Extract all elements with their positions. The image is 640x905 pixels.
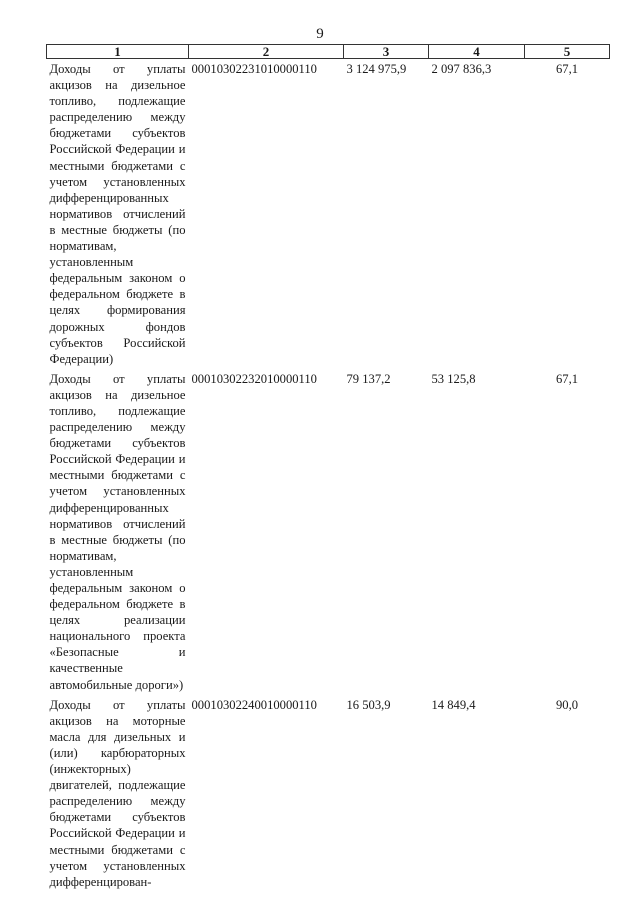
- cell-plan: 16 503,9: [346, 697, 391, 712]
- column-header-3: 3: [344, 45, 429, 59]
- cell-percent: 90,0: [555, 697, 579, 712]
- table-header-row: [47, 45, 610, 59]
- column-header-4: 4: [429, 45, 525, 59]
- cell-actual: 14 849,4: [431, 697, 476, 712]
- table-row: [47, 693, 610, 890]
- cell-actual: 53 125,8: [431, 371, 476, 386]
- cell-description: Доходы от уплаты акцизов на дизельное топливо, подлежащие распределению между бюджетами субъектов Российской Федерации и местными бюджетами с учетом установленных дифференцированных нормативов отчислений в местные бюджеты (по нормативам, установленным федеральным законом о федеральном бюджете в целях формирования дорожных фондов субъектов Российской Федерации): [49, 62, 186, 366]
- column-header-1: 1: [47, 45, 189, 59]
- cell-actual: 2 097 836,3: [431, 62, 492, 76]
- cell-code: 00010302240010000110: [191, 697, 317, 712]
- column-header-2: 2: [189, 45, 344, 59]
- cell-description: Доходы от уплаты акцизов на дизельное топливо, подлежащие распределению между бюджетами субъектов Российской Федерации и местными бюджетами с учетом установленных дифференцированных нормативов отчислений в местные бюджеты (по нормативам, установленным федеральным законом о федеральном бюджете в целях реализации национального проекта «Безопасные и качественные автомобильные дороги»): [49, 371, 186, 692]
- table-row: [47, 367, 610, 693]
- cell-plan: 79 137,2: [346, 371, 391, 386]
- cell-percent: 67,1: [555, 62, 579, 76]
- column-header-5: 5: [525, 45, 610, 59]
- table-row: [47, 59, 610, 367]
- cell-percent: 67,1: [555, 371, 579, 386]
- cell-description: Доходы от уплаты акцизов на моторные масла для дизельных и (или) карбюраторных (инжекторных) двигателей, подлежащие распределению между бюджетами субъектов Российской Федерации и местными бюджетами с учетом установленных дифференцирован-: [49, 697, 186, 889]
- page-number: 9: [316, 26, 324, 42]
- revenue-table: [46, 44, 610, 890]
- cell-code: 00010302232010000110: [191, 371, 317, 386]
- cell-code: 00010302231010000110: [191, 62, 317, 76]
- cell-plan: 3 124 975,9: [346, 62, 407, 76]
